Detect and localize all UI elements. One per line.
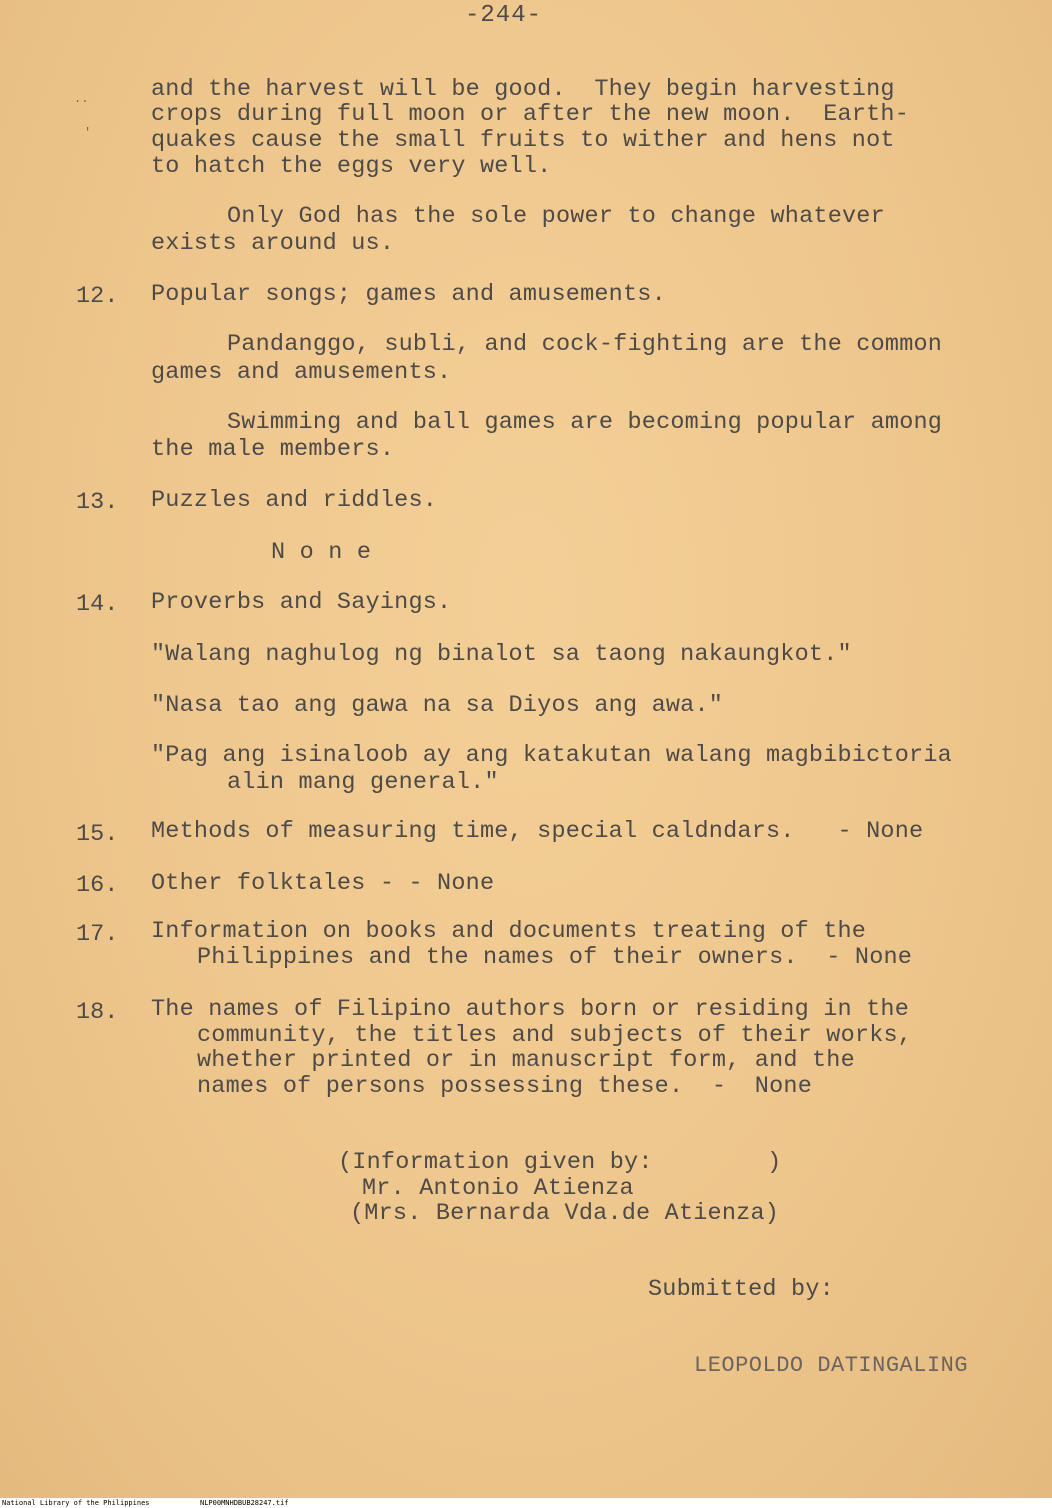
margin-mark: .. <box>74 92 89 106</box>
text-line: names of persons possessing these. - None <box>197 1073 812 1100</box>
text-line: games and amusements. <box>151 359 452 386</box>
scan-footer <box>0 1498 1052 1508</box>
footer-library: National Library of the Philippines <box>2 1499 150 1507</box>
item-heading: Puzzles and riddles. <box>151 487 438 514</box>
signature-name: LEOPOLDO DATINGALING <box>694 1353 969 1378</box>
informant-line: (Information given by: ) <box>338 1149 782 1176</box>
text-line: The names of Filipino authors born or residing in the <box>151 996 910 1023</box>
proverb: alin mang general." <box>227 769 499 796</box>
text-line: crops during full moon or after the new moon. Earth- <box>151 101 910 128</box>
item-answer: N o n e <box>271 539 372 566</box>
text-line: to hatch the eggs very well. <box>151 153 552 180</box>
proverb: "Walang naghulog ng binalot sa taong nakaungkot." <box>151 641 852 668</box>
text-line: exists around us. <box>151 230 395 257</box>
footer-file: NLP00MNHDBUB28247.tif <box>200 1499 289 1507</box>
item-number: 18. <box>76 999 119 1026</box>
informant-line: Mr. Antonio Atienza <box>362 1175 634 1202</box>
text-line: the male members. <box>151 436 395 463</box>
text-line: Swimming and ball games are becoming popular among <box>227 409 943 436</box>
text-line: Philippines and the names of their owners. - None <box>197 944 913 971</box>
item-number: 17. <box>76 921 119 948</box>
item-text: Methods of measuring time, special caldndars. - None <box>151 818 924 845</box>
item-number: 15. <box>76 821 119 848</box>
submitted-by: Submitted by: <box>648 1276 834 1303</box>
item-number: 12. <box>76 283 119 310</box>
text-line: and the harvest will be good. They begin harvesting <box>151 76 895 103</box>
text-line: Information on books and documents treating of the <box>151 918 867 945</box>
item-number: 13. <box>76 489 119 516</box>
text-line: Only God has the sole power to change whatever <box>227 203 885 230</box>
item-number: 14. <box>76 591 119 618</box>
item-number: 16. <box>76 872 119 899</box>
text-line: community, the titles and subjects of their works, <box>197 1022 913 1049</box>
proverb: "Pag ang isinaloob ay ang katakutan walang magbibictoria <box>151 742 952 769</box>
informant-line: (Mrs. Bernarda Vda.de Atienza) <box>350 1200 780 1227</box>
proverb: "Nasa tao ang gawa na sa Diyos ang awa." <box>151 692 724 719</box>
text-line: whether printed or in manuscript form, and the <box>197 1047 855 1074</box>
margin-mark: ' <box>84 126 92 140</box>
item-heading: Proverbs and Sayings. <box>151 589 452 616</box>
page-number: -244- <box>465 2 543 29</box>
text-line: Pandanggo, subli, and cock-fighting are the common <box>227 331 943 358</box>
item-text: Other folktales - - None <box>151 870 495 897</box>
text-line: quakes cause the small fruits to wither and hens not <box>151 127 895 154</box>
item-heading: Popular songs; games and amusements. <box>151 281 666 308</box>
